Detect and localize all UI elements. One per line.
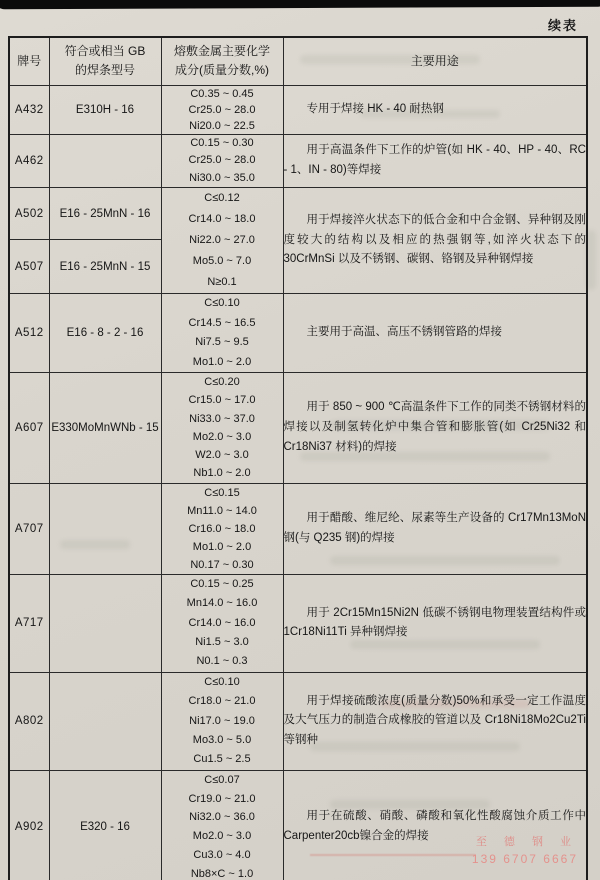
gb-model-cell: E320 - 16 [49,770,161,880]
header-brand: 牌号 [9,37,49,85]
brand-cell: A432 [9,85,49,134]
table-row [9,134,587,188]
gb-model-cell [49,672,161,770]
gb-model-cell: E310H - 16 [49,85,161,134]
table-row [9,483,587,574]
table-row [9,672,587,770]
brand-cell: A512 [9,294,49,373]
chem-composition-cell: C≤0.10 Cr18.0 ~ 21.0 Ni17.0 ~ 19.0 Mo3.0 ~ 5.0 Cu1.5 ~ 2.5 [161,672,283,770]
header-main-use: 主要用途 [283,37,587,85]
gb-model-cell: E16 - 25MnN - 16 [49,188,161,240]
table-row [9,85,587,134]
watermark-company: 至 德 钢 业 [475,835,578,848]
gb-model-cell: E16 - 8 - 2 - 16 [49,294,161,373]
gb-model-cell [49,134,161,188]
usage-cell: 用于醋酸、维尼纶、尿素等生产设备的 Cr17Mn13MoN 钢(与 Q235 钢)的焊接 [283,483,587,574]
brand-cell: A717 [9,574,49,672]
brand-cell: A507 [9,240,49,294]
gb-model-cell: E16 - 25MnN - 15 [49,240,161,294]
brand-cell: A902 [9,770,49,880]
scan-artifact-pink-line [310,854,475,856]
brand-cell: A462 [9,134,49,188]
usage-cell: 用于 850 ~ 900 ℃高温条件下工作的同类不锈钢材料的焊接以及制氢转化炉中集合管和膨胀管(如 Cr25Ni32 和 Cr18Ni37 材料)的焊接 [283,373,587,484]
gb-model-cell: E330MoMnWNb - 15 [49,373,161,484]
continued-table-label: 续表 [547,18,578,33]
brand-cell: A707 [9,483,49,574]
table-row [9,294,587,373]
scan-artifact-top-bar [0,0,600,9]
chem-composition-cell: C≤0.15 Mn11.0 ~ 14.0 Cr16.0 ~ 18.0 Mo1.0 ~ 2.0 N0.17 ~ 0.30 [161,483,283,574]
chem-composition-cell: C≤0.20 Cr15.0 ~ 17.0 Ni33.0 ~ 37.0 Mo2.0 ~ 3.0 W2.0 ~ 3.0 Nb1.0 ~ 2.0 [161,373,283,484]
gb-model-cell [49,483,161,574]
chem-composition-cell: C≤0.07 Cr19.0 ~ 21.0 Ni32.0 ~ 36.0 Mo2.0 ~ 3.0 Cu3.0 ~ 4.0 Nb8×C ~ 1.0 [161,770,283,880]
table-row [9,373,587,484]
electrode-spec-table [8,36,588,880]
header-gb-model: 符合或相当 GB 的焊条型号 [49,37,161,85]
chem-composition-cell: C0.15 ~ 0.30 Cr25.0 ~ 28.0 Ni30.0 ~ 35.0 [161,134,283,188]
gb-model-cell [49,574,161,672]
usage-cell: 用于焊接硫酸浓度(质量分数)50%和承受一定工作温度及大气压力的制造合成橡胶的管道以及 Cr18Ni18Mo2Cu2Ti 等钢种 [283,672,587,770]
table-row [9,188,587,240]
chem-composition-cell: C0.15 ~ 0.25 Mn14.0 ~ 16.0 Cr14.0 ~ 16.0 Ni1.5 ~ 3.0 N0.1 ~ 0.3 [161,574,283,672]
table-header-row [9,37,587,85]
header-chem-composition: 熔敷金属主要化学 成分(质量分数,%) [161,37,283,85]
usage-cell: 主要用于高温、高压不锈钢管路的焊接 [283,294,587,373]
usage-cell: 用于在硫酸、硝酸、磷酸和氧化性酸腐蚀介质工作中 Carpenter20cb镍合金的焊接 [283,770,587,880]
brand-cell: A502 [9,188,49,240]
table-row [9,574,587,672]
watermark-phone: 139 6707 6667 [471,852,578,866]
brand-cell: A802 [9,672,49,770]
usage-cell: 用于高温条件下工作的炉管(如 HK - 40、HP - 40、RC - 1、IN - 80)等焊接 [283,134,587,188]
watermark [472,834,578,869]
usage-cell: 用于焊接淬火状态下的低合金和中合金钢、异种钢及刚度较大的结构以及相应的热强钢等,如淬火状态下的 30CrMnSi 以及不锈钢、碳钢、铬钢及异种钢焊接 [283,188,587,294]
brand-cell: A607 [9,373,49,484]
chem-composition-cell: C≤0.10 Cr14.5 ~ 16.5 Ni7.5 ~ 9.5 Mo1.0 ~ 2.0 [161,294,283,373]
usage-cell: 用于 2Cr15Mn15Ni2N 低碳不锈钢电物理装置结构件或 1Cr18Ni11Ti 异种钢焊接 [283,574,587,672]
chem-composition-cell: C0.35 ~ 0.45 Cr25.0 ~ 28.0 Ni20.0 ~ 22.5 [161,85,283,134]
chem-composition-cell: C≤0.12 Cr14.0 ~ 18.0 Ni22.0 ~ 27.0 Mo5.0 ~ 7.0 N≥0.1 [161,188,283,294]
usage-cell: 专用于焊接 HK - 40 耐热钢 [283,85,587,134]
